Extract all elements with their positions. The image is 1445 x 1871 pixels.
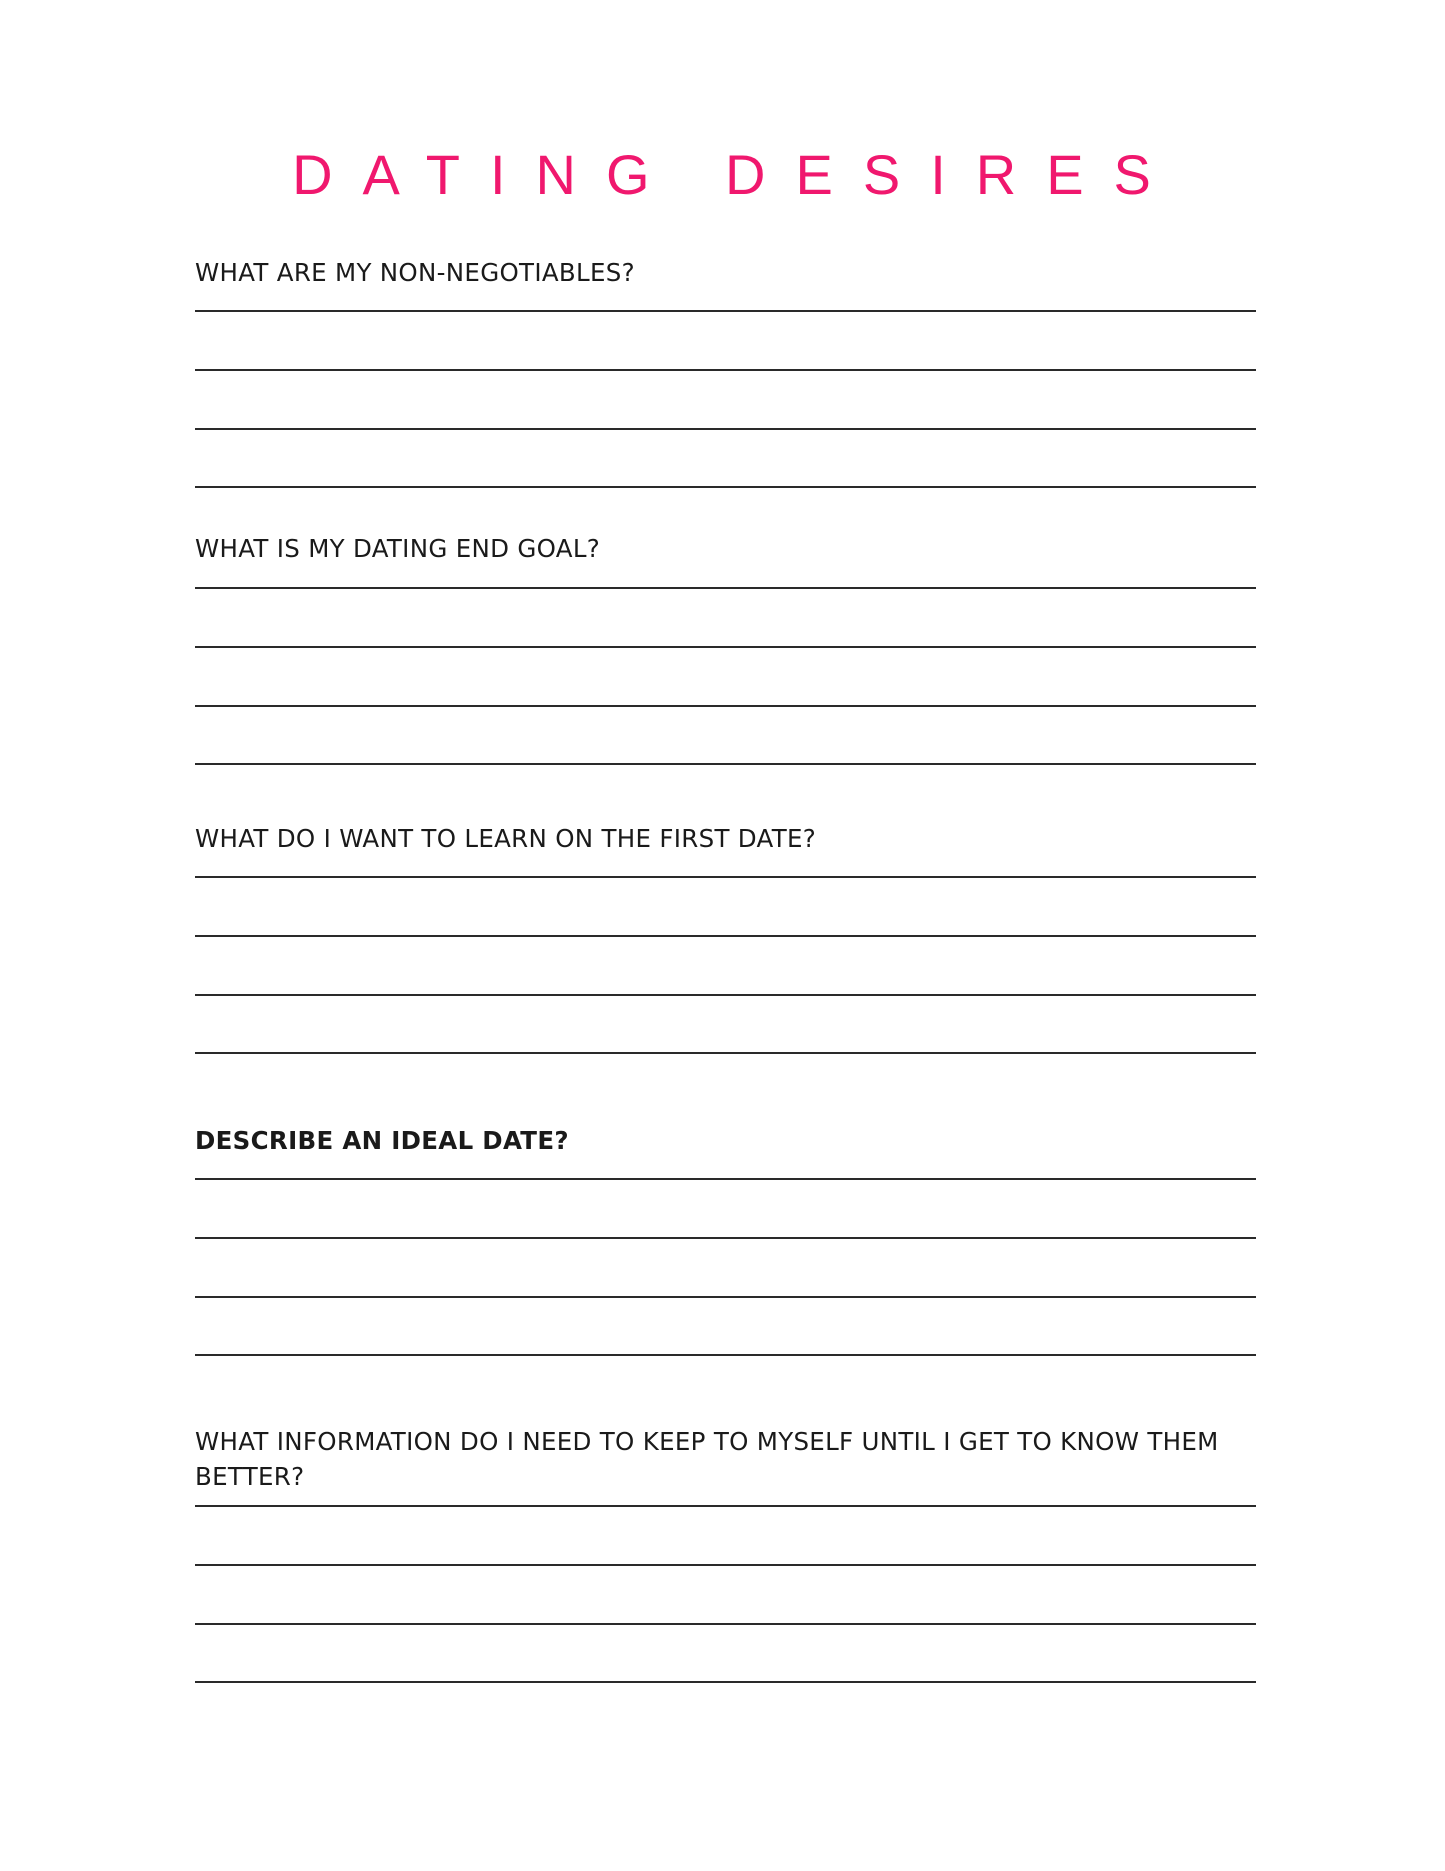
answer-line[interactable] — [195, 763, 1256, 765]
answer-line[interactable] — [195, 486, 1256, 488]
answer-line[interactable] — [195, 1354, 1256, 1356]
answer-line[interactable] — [195, 310, 1256, 312]
answer-line[interactable] — [195, 1505, 1256, 1507]
question-first-date: WHAT DO I WANT TO LEARN ON THE FIRST DATE? — [195, 824, 817, 853]
answer-line[interactable] — [195, 1178, 1256, 1180]
question-non-negotiables: WHAT ARE MY NON-NEGOTIABLES? — [195, 258, 635, 287]
answer-line[interactable] — [195, 1237, 1256, 1239]
answer-line[interactable] — [195, 1296, 1256, 1298]
answer-line[interactable] — [195, 705, 1256, 707]
answer-line[interactable] — [195, 369, 1256, 371]
answer-line[interactable] — [195, 935, 1256, 937]
answer-line[interactable] — [195, 646, 1256, 648]
answer-line[interactable] — [195, 1564, 1256, 1566]
answer-line[interactable] — [195, 1052, 1256, 1054]
question-keep-to-myself: WHAT INFORMATION DO I NEED TO KEEP TO MYSELF UNTIL I GET TO KNOW THEM BETTER? — [195, 1427, 1219, 1491]
page-title: DATING DESIRES — [292, 143, 1181, 206]
answer-line[interactable] — [195, 587, 1256, 589]
answer-line[interactable] — [195, 1623, 1256, 1625]
answer-line[interactable] — [195, 994, 1256, 996]
answer-line[interactable] — [195, 876, 1256, 878]
answer-line[interactable] — [195, 428, 1256, 430]
question-dating-end-goal: WHAT IS MY DATING END GOAL? — [195, 534, 601, 563]
question-ideal-date: DESCRIBE AN IDEAL DATE? — [195, 1126, 569, 1155]
answer-line[interactable] — [195, 1681, 1256, 1683]
